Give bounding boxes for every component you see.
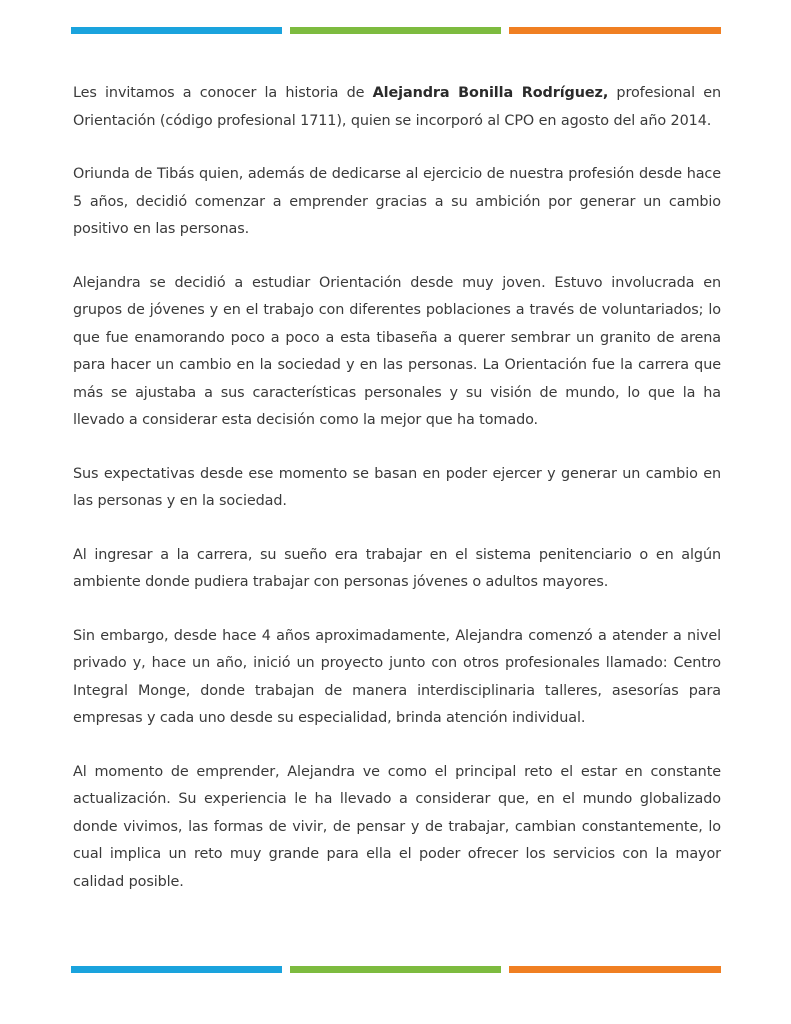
paragraph-expectations: Sus expectativas desde ese momento se basan en poder ejercer y generar un cambio en las personas y en la sociedad. <box>73 465 721 509</box>
intro-paragraph <box>73 80 721 135</box>
bottom-green-bar <box>290 966 501 973</box>
profile-name: Alejandra Bonilla Rodríguez, <box>372 85 609 101</box>
top-color-bars <box>71 27 721 34</box>
intro-text-after: profesional en Orientación (código profesional 1711), quien se incorporó al CPO en agosto del año 2014. <box>73 85 721 129</box>
top-orange-bar <box>509 27 721 34</box>
paragraph-private-practice: Sin embargo, desde hace 4 años aproximadamente, Alejandra comenzó a atender a nivel privado y, hace un año, inició un proyecto junto con otros profesionales llamado: Centro Integral Monge, donde trabajan de manera interdisciplinaria talleres, asesorías para empresas y cada uno desde su especialidad, brinda atención individual. <box>73 627 721 726</box>
article-body <box>73 80 721 922</box>
paragraph-challenge: Al momento de emprender, Alejandra ve como el principal reto el estar en constante actualización. Su experiencia le ha llevado a considerar que, en el mundo globalizado donde vivimos, las formas de vivir, de pensar y de trabajar, cambian constantemente, lo cual implica un reto muy grande para ella el poder ofrecer los servicios con la mayor calidad posible. <box>73 763 721 890</box>
bottom-color-bars <box>71 966 721 973</box>
paragraph-dream: Al ingresar a la carrera, su sueño era trabajar en el sistema penitenciario o en algún ambiente donde pudiera trabajar con personas jóvenes o adultos mayores. <box>73 546 721 590</box>
bottom-blue-bar <box>71 966 282 973</box>
top-blue-bar <box>71 27 282 34</box>
paragraph-career-choice: Alejandra se decidió a estudiar Orientación desde muy joven. Estuvo involucrada en grupos de jóvenes y en el trabajo con diferentes poblaciones a través de voluntariados; lo que fue enamorando poco a poco a esta tibaseña a querer sembrar un granito de arena para hacer un cambio en la sociedad y en las personas. La Orientación fue la carrera que más se ajustaba a sus características personales y su visión de mundo, lo que la ha llevado a considerar esta decisión como la mejor que ha tomado. <box>73 274 721 428</box>
top-green-bar <box>290 27 501 34</box>
intro-text-before: Les invitamos a conocer la historia de <box>73 85 373 101</box>
paragraph-origin: Oriunda de Tibás quien, además de dedicarse al ejercicio de nuestra profesión desde hace 5 años, decidió comenzar a emprender gracias a su ambición por generar un cambio positivo en las personas. <box>73 166 721 237</box>
bottom-orange-bar <box>509 966 721 973</box>
